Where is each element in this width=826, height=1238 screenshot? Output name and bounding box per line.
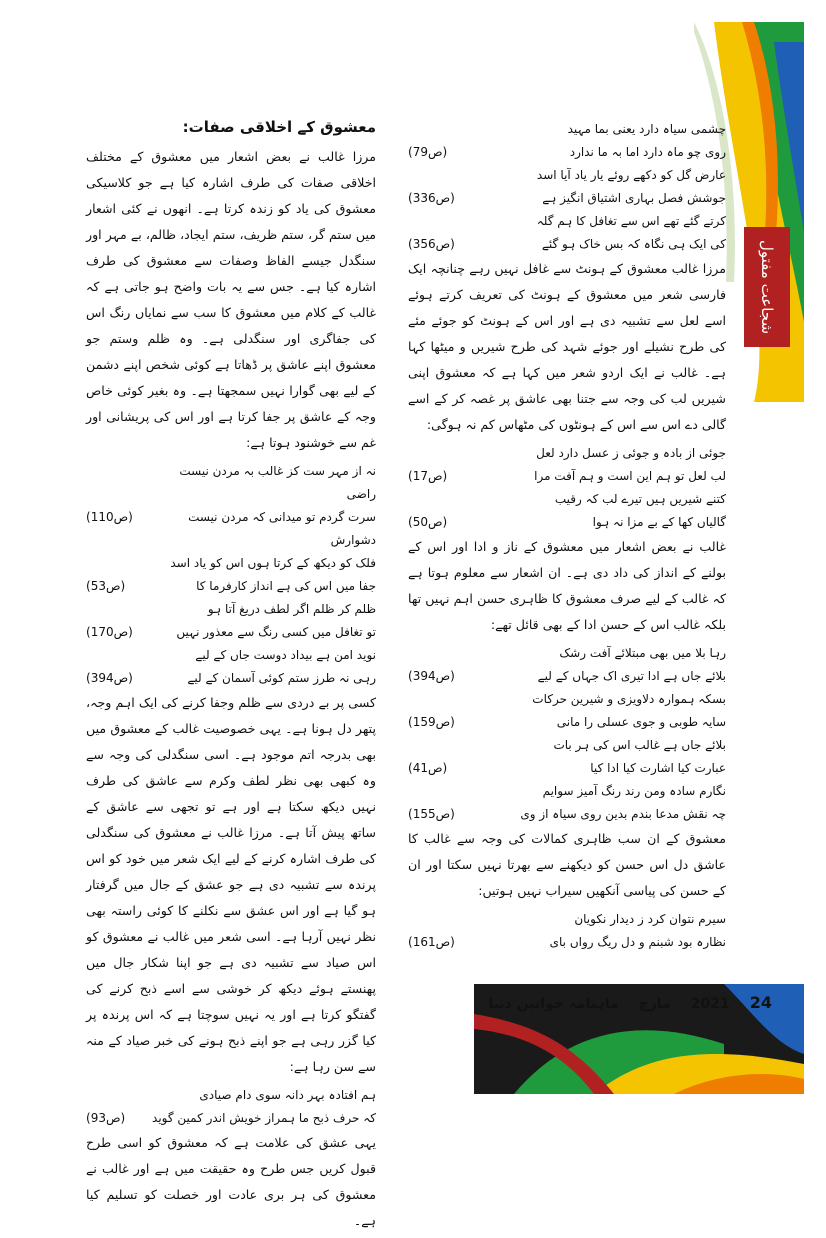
verse-line: [408, 665, 726, 688]
verse-ref: (ص53): [86, 579, 126, 593]
verse-line: [408, 642, 726, 665]
issue-year: 2021: [690, 996, 730, 1012]
verse-line: [86, 460, 376, 506]
verse-line: [86, 1084, 376, 1107]
verse-line: [408, 488, 726, 511]
verse-ref: (ص41): [408, 761, 448, 775]
verse-ref: (ص159): [408, 715, 455, 729]
verse-text: سرت گردم تو میدانی کہ مردن نیست دشوارش: [188, 510, 376, 547]
verse-line: [408, 757, 726, 780]
body-paragraph: مرزا غالب نے بعض اشعار میں معشوق کے مختلف اخلاقی صفات کی طرف اشارہ کیا ہے جو کلاسیکی معشوق کی یاد کو زندہ کرتا ہے۔ انھوں نے کئی اشعار میں ستم گر، ستم ظریف، ستم ایجاد، ظالم، بے مہر اور سنگدل جیسے الفاظ وصفات سے معشوق کی طرف اشارہ کیا ہے۔ جس سے یہ بات واضح ہو جاتی ہے کہ غالب کے کلام میں معشوق کا سب سے نمایاں رنگ اس کی جفاگری اور سنگدلی ہے۔ وہ ظلم وستم جو معشوق اپنے عاشق پر ڈھاتا ہے کوئی شخص اپنے دشمن کے لیے بھی گوارا نہیں سمجھتا ہے۔ وہ بغیر کوئی خاص وجہ کے عاشق پر جفا کرتا ہے اور اس کی پریشانی اور غم سے خوشنود ہوتا ہے:: [86, 149, 376, 450]
decorative-swirl-bottom: [474, 954, 804, 1094]
verse-text: ظلم کر ظلم اگر لطف دریغ آتا ہو: [207, 602, 376, 616]
verse-ref: (ص155): [408, 807, 455, 821]
verse-line: [408, 803, 726, 826]
body-paragraph: غالب نے بعض اشعار میں معشوق کے ناز و ادا اور اس کے بولنے کے انداز کی داد دی ہے۔ ان اشعار سے معلوم ہوتا ہے کہ غالب کے لیے صرف معشوق کا ظاہری حسن اہم نہیں تھا بلکہ غالب اس کے حسن ادا کے بھی قائل تھے:: [408, 539, 726, 632]
verse-line: [408, 734, 726, 757]
verse-text: بلائے جاں ہے غالب اس کی ہر بات: [553, 738, 726, 752]
verse-line: [86, 644, 376, 667]
verse-line: [86, 1107, 376, 1130]
verse-text: لب لعل تو ہم این است و ہم آفت مرا: [534, 469, 726, 483]
verse-line: [86, 667, 376, 690]
verse-text: رہا بلا میں بھی مبتلائے آفت رشک: [559, 646, 726, 660]
verse-line: [408, 141, 726, 164]
verse-line: [408, 688, 726, 711]
left-column: [86, 118, 376, 1238]
verse-text: جفا میں اس کی ہے انداز کارفرما کا: [196, 579, 376, 593]
verse-text: عارض گل کو دکھے روئے یار یاد آیا اسد: [536, 168, 726, 182]
verse-text: روی چو ماہ دارد اما بہ ما ندارد: [569, 145, 726, 159]
verse-line: [408, 711, 726, 734]
verse-text: کرتے گئے تھے اس سے تغافل کا ہم گلہ: [536, 214, 726, 228]
verse-text: رہی نہ طرز ستم کوئی آسمان کے لیے: [187, 671, 376, 685]
magazine-name: ماہنامہ خواتین دنیا: [488, 996, 619, 1012]
verse-text: سیرم نتوان کرد ز دیدار نکویان: [574, 912, 726, 926]
verse-text: تو تغافل میں کسی رنگ سے معذور نہیں: [176, 625, 376, 639]
verse-line: [408, 465, 726, 488]
body-paragraph: مرزا غالب معشوق کے ہونٹ سے غافل نہیں رہے چنانچہ ایک فارسی شعر میں معشوق کے ہونٹ کی تعریف کرتے ہوئے اسے لعل سے تشبیہ دی ہے اور اس کے ہونٹ کو جوئے مئے کی طرح نشیلے اور جوئے شہد کی طرح شیریں و میٹھا کہا ہے۔ غالب نے ایک اردو شعر میں کہا ہے کہ معشوق اپنی شیریں لب کی وجہ سے جتنا بھی عاشق پر غصہ کر کے اسے گالی دے اس سے اس کے ہونٹوں کی مٹھاس کم نہ ہوگی:: [408, 261, 726, 432]
verse-line: [408, 118, 726, 141]
verse-line: [408, 931, 726, 954]
verse-text: بلائے جاں ہے ادا تیری اک جہاں کے لیے: [537, 669, 726, 683]
verse-text: نگارم سادہ ومن رند رنگ آمیز سوایم: [542, 784, 726, 798]
verse-text: نظارہ بود شبنم و دل ریگ رواں بای: [549, 935, 726, 949]
verse-line: [408, 511, 726, 534]
section-heading: معشوق کے اخلاقی صفات:: [182, 118, 376, 136]
magazine-brand-strip: شجاعت مفتول: [744, 227, 790, 347]
body-paragraph: یہی عشق کی علامت ہے کہ معشوق کو اسی طرح قبول کریں جس طرح وہ حقیقت میں ہے اور غالب نے معشوق کی ہر بری عادت اور خصلت کو تسلیم کیا ہے۔: [86, 1135, 376, 1228]
verse-ref: (ص50): [408, 515, 448, 529]
verse-ref: (ص170): [86, 625, 133, 639]
verse-line: [408, 210, 726, 233]
verse-text: جوئی از بادہ و جوئی ز عسل دارد لعل: [536, 446, 726, 460]
verse-ref: (ص110): [86, 510, 133, 524]
verse-line: [408, 780, 726, 803]
verse-line: [86, 575, 376, 598]
verse-text: سایہ طوبی و جوی عسلی را مانی: [556, 715, 726, 729]
verse-text: کتنے شیریں ہیں تیرے لب کہ رقیب: [554, 492, 726, 506]
verse-ref: (ص394): [408, 669, 455, 683]
page-footer: [488, 993, 772, 1012]
body-paragraph: کسی پر بے دردی سے ظلم وجفا کرنے کی ایک اہم وجہ، پتھر دل ہونا ہے۔ یہی خصوصیت غالب کے معشوق میں بھی بدرجہ اتم موجود ہے۔ اسی سنگدلی کی وجہ سے وہ کبھی بھی نظر لطف وکرم سے عاشق کی طرف نہیں دیکھ سکتا ہے اور ہے تو تجھی سے عاشق کے ساتھ پیش آتا ہے۔ مرزا غالب نے معشوق کی سنگدلی کی طرف اشارہ کرنے کے لیے ایک شعر میں خود کو اس پرندہ سے تشبیہ دی ہے جو عشق کے جال میں گرفتار ہو گیا ہے اور اس عشق سے نکلنے کا کوئی راستہ بھی نظر نہیں آرہا ہے۔ اسی شعر میں غالب نے معشوق کو اس صیاد سے تشبیہ دی ہے جو اپنا شکار جال میں پھنستے ہوئے دیکھ کر خوشی سے اسے ذبح کرنے کی گفتگو کرتا ہے اور یہ نہیں سوچتا ہے کہ اس پرندہ پر کیا گزر رہی ہے جو اپنے ذبح ہونے کی خبر صیاد کے منہ سے سن رہا ہے:: [86, 695, 376, 1074]
verse-line: [408, 442, 726, 465]
verse-ref: (ص336): [408, 191, 455, 205]
verse-ref: (ص161): [408, 935, 455, 949]
verse-text: نوید امن ہے بیداد دوست جاں کے لیے: [195, 648, 376, 662]
verse-text: فلک کو دیکھ کے کرتا ہوں اس کو یاد اسد: [170, 556, 376, 570]
verse-text: نہ از مہر ست کز غالب بہ مردن نیست راضی: [179, 464, 376, 501]
verse-text: چہ نقش مدعا بندم بدین روی سیاہ از وی: [520, 807, 726, 821]
verse-text: کی ایک ہی نگاہ کہ بس خاک ہو گئے: [541, 237, 726, 251]
page-number: 24: [749, 993, 772, 1012]
verse-ref: (ص356): [408, 237, 455, 251]
verse-line: [408, 187, 726, 210]
verse-line: [408, 164, 726, 187]
verse-text: جوشش فصل بہاری اشتیاق انگیز ہے: [542, 191, 726, 205]
verse-text: گالیاں کھا کے بے مزا نہ ہوا: [592, 515, 726, 529]
verse-text: عبارت کیا اشارت کیا ادا کیا: [590, 761, 726, 775]
body-paragraph: معشوق کے ان سب ظاہری کمالات کی وجہ سے غالب کا عاشق دل اس حسن کو دیکھنے سے بھرتا نہیں سکتا اور ان کے حسن کی پیاسی آنکھیں سیراب نہیں ہوتیں:: [408, 831, 726, 898]
verse-ref: (ص394): [86, 671, 133, 685]
verse-line: [86, 506, 376, 552]
right-column: [408, 118, 726, 954]
verse-line: [408, 233, 726, 256]
verse-text: کہ حرف ذبح ما ہمراز خویش اندر کمین گوید: [152, 1111, 376, 1125]
verse-text: بسکہ ہموارہ دلاویزی و شیرین حرکات: [532, 692, 726, 706]
verse-text: چشمی سیاہ دارد یعنی بما مہید: [567, 122, 726, 136]
verse-text: ہم افتادہ بہر دانہ سوی دام صیادی: [199, 1088, 376, 1102]
verse-ref: (ص17): [408, 469, 448, 483]
verse-line: [86, 621, 376, 644]
verse-line: [86, 552, 376, 575]
issue-month: مارچ: [638, 996, 671, 1012]
page: [22, 22, 804, 1228]
verse-line: [86, 598, 376, 621]
verse-ref: (ص93): [86, 1111, 126, 1125]
verse-line: [408, 908, 726, 931]
verse-ref: (ص79): [408, 145, 448, 159]
